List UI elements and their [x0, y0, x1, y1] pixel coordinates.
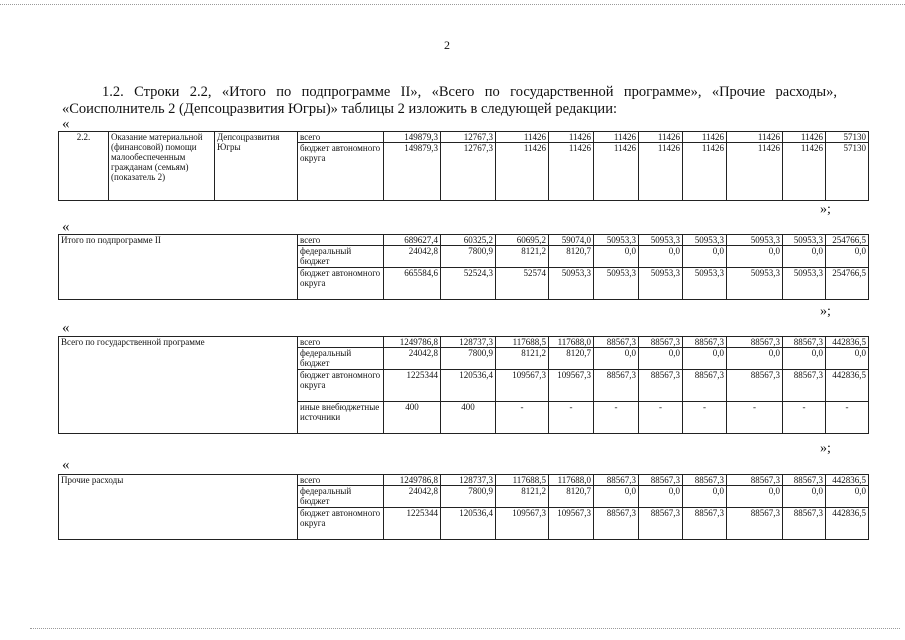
- open-quote: «: [62, 320, 70, 336]
- value-cell: 12767,3: [441, 132, 496, 143]
- value-cell: 50953,3: [727, 235, 783, 246]
- value-cell: 109567,3: [496, 370, 549, 402]
- value-cell: 88567,3: [639, 370, 683, 402]
- close-quote: »;: [820, 441, 831, 456]
- funding-source: бюджет автономного округа: [298, 370, 384, 402]
- value-cell: 128737,3: [441, 475, 496, 486]
- value-cell: 0,0: [727, 486, 783, 508]
- value-cell: 8120,7: [549, 348, 594, 370]
- value-cell: 0,0: [826, 486, 869, 508]
- table-program-total: [58, 336, 869, 434]
- value-cell: 117688,5: [496, 475, 549, 486]
- row-label: Итого по подпрограмме II: [59, 235, 298, 300]
- value-cell: 120536,4: [441, 508, 496, 540]
- value-cell: 400: [441, 402, 496, 434]
- table-subprogram-total: [58, 234, 869, 300]
- value-cell: 50953,3: [549, 268, 594, 300]
- value-cell: 24042,8: [384, 348, 441, 370]
- value-cell: 8121,2: [496, 486, 549, 508]
- value-cell: 88567,3: [639, 508, 683, 540]
- value-cell: 149879,3: [384, 143, 441, 201]
- open-quote: «: [62, 457, 70, 473]
- value-cell: -: [727, 402, 783, 434]
- value-cell: 109567,3: [549, 508, 594, 540]
- funding-source: всего: [298, 235, 384, 246]
- value-cell: 88567,3: [727, 475, 783, 486]
- value-cell: 0,0: [683, 348, 727, 370]
- value-cell: 50953,3: [783, 268, 826, 300]
- value-cell: 0,0: [727, 348, 783, 370]
- value-cell: 88567,3: [727, 508, 783, 540]
- value-cell: 8120,7: [549, 246, 594, 268]
- value-cell: 88567,3: [683, 508, 727, 540]
- value-cell: 11426: [683, 143, 727, 201]
- value-cell: 0,0: [639, 348, 683, 370]
- value-cell: 50953,3: [727, 268, 783, 300]
- value-cell: 0,0: [783, 246, 826, 268]
- value-cell: 50953,3: [683, 268, 727, 300]
- value-cell: 11426: [727, 143, 783, 201]
- value-cell: 0,0: [683, 246, 727, 268]
- row-number: 2.2.: [59, 132, 109, 201]
- value-cell: -: [683, 402, 727, 434]
- value-cell: 50953,3: [783, 235, 826, 246]
- value-cell: 88567,3: [727, 370, 783, 402]
- funding-source: федеральный бюджет: [298, 348, 384, 370]
- value-cell: 0,0: [594, 246, 639, 268]
- value-cell: -: [783, 402, 826, 434]
- table-row-2-2: [58, 131, 869, 201]
- value-cell: 0,0: [783, 348, 826, 370]
- value-cell: 7800,9: [441, 348, 496, 370]
- value-cell: 442836,5: [826, 508, 869, 540]
- close-quote: »;: [820, 202, 831, 217]
- table-row: [59, 475, 869, 486]
- value-cell: 442836,5: [826, 337, 869, 348]
- value-cell: 11426: [594, 143, 639, 201]
- value-cell: 109567,3: [549, 370, 594, 402]
- table-row: [59, 132, 869, 143]
- value-cell: 88567,3: [594, 475, 639, 486]
- value-cell: 0,0: [683, 486, 727, 508]
- value-cell: 400: [384, 402, 441, 434]
- open-quote: «: [62, 219, 70, 235]
- value-cell: 88567,3: [683, 370, 727, 402]
- value-cell: 57130: [826, 143, 869, 201]
- value-cell: 11426: [783, 132, 826, 143]
- value-cell: 120536,4: [441, 370, 496, 402]
- value-cell: 117688,0: [549, 337, 594, 348]
- value-cell: 8121,2: [496, 246, 549, 268]
- value-cell: 88567,3: [783, 337, 826, 348]
- funding-source: всего: [298, 132, 384, 143]
- value-cell: 109567,3: [496, 508, 549, 540]
- value-cell: 117688,0: [549, 475, 594, 486]
- value-cell: 50953,3: [639, 235, 683, 246]
- value-cell: 24042,8: [384, 486, 441, 508]
- value-cell: 11426: [727, 132, 783, 143]
- value-cell: 0,0: [639, 246, 683, 268]
- value-cell: 11426: [639, 132, 683, 143]
- value-cell: 1225344: [384, 508, 441, 540]
- funding-source: иные внебюджетные источники: [298, 402, 384, 434]
- value-cell: 0,0: [639, 486, 683, 508]
- value-cell: 88567,3: [594, 508, 639, 540]
- value-cell: -: [496, 402, 549, 434]
- value-cell: 59074,0: [549, 235, 594, 246]
- value-cell: 11426: [496, 132, 549, 143]
- value-cell: 60695,2: [496, 235, 549, 246]
- executor: Депсоцразвития Югры: [215, 132, 298, 201]
- value-cell: -: [549, 402, 594, 434]
- value-cell: 24042,8: [384, 246, 441, 268]
- value-cell: 88567,3: [727, 337, 783, 348]
- value-cell: 52574: [496, 268, 549, 300]
- value-cell: 8120,7: [549, 486, 594, 508]
- value-cell: 7800,9: [441, 486, 496, 508]
- value-cell: 0,0: [783, 486, 826, 508]
- value-cell: 8121,2: [496, 348, 549, 370]
- measure-name: Оказание материальной (финансовой) помощи малообеспеченным гражданам (семьям) (показатель 2): [109, 132, 215, 201]
- intro-paragraph: 1.2. Строки 2.2, «Итого по подпрограмме II», «Всего по государственной программе», «Прочие расходы», «Соисполнитель 2 (Депсоцразвития Югры)» таблицы 2 изложить в следующей редакции:: [62, 84, 837, 117]
- row-label: Всего по государственной программе: [59, 337, 298, 434]
- value-cell: 1225344: [384, 370, 441, 402]
- funding-source: всего: [298, 337, 384, 348]
- funding-source: бюджет автономного округа: [298, 268, 384, 300]
- value-cell: 442836,5: [826, 370, 869, 402]
- value-cell: 254766,5: [826, 268, 869, 300]
- value-cell: 11426: [549, 143, 594, 201]
- table-other-expenses: [58, 474, 869, 540]
- value-cell: 88567,3: [594, 370, 639, 402]
- value-cell: 665584,6: [384, 268, 441, 300]
- funding-source: федеральный бюджет: [298, 486, 384, 508]
- value-cell: 88567,3: [683, 337, 727, 348]
- row-label: Прочие расходы: [59, 475, 298, 540]
- value-cell: 117688,5: [496, 337, 549, 348]
- value-cell: 689627,4: [384, 235, 441, 246]
- scan-edge-bottom: [30, 628, 900, 629]
- page-number: 2: [444, 38, 450, 52]
- value-cell: 50953,3: [594, 235, 639, 246]
- value-cell: 88567,3: [783, 508, 826, 540]
- value-cell: 1249786,8: [384, 337, 441, 348]
- value-cell: 11426: [496, 143, 549, 201]
- value-cell: 60325,2: [441, 235, 496, 246]
- value-cell: 57130: [826, 132, 869, 143]
- funding-source: бюджет автономного округа: [298, 143, 384, 201]
- value-cell: 88567,3: [639, 337, 683, 348]
- close-quote: »;: [820, 304, 831, 319]
- value-cell: 1249786,8: [384, 475, 441, 486]
- value-cell: -: [594, 402, 639, 434]
- value-cell: 88567,3: [783, 370, 826, 402]
- value-cell: -: [639, 402, 683, 434]
- funding-source: бюджет автономного округа: [298, 508, 384, 540]
- value-cell: 11426: [639, 143, 683, 201]
- value-cell: 0,0: [826, 348, 869, 370]
- value-cell: 88567,3: [639, 475, 683, 486]
- scan-edge-top: [0, 4, 905, 5]
- value-cell: 149879,3: [384, 132, 441, 143]
- value-cell: 11426: [594, 132, 639, 143]
- funding-source: федеральный бюджет: [298, 246, 384, 268]
- value-cell: 50953,3: [639, 268, 683, 300]
- value-cell: 0,0: [826, 246, 869, 268]
- value-cell: 52524,3: [441, 268, 496, 300]
- value-cell: 88567,3: [683, 475, 727, 486]
- value-cell: 128737,3: [441, 337, 496, 348]
- value-cell: 50953,3: [683, 235, 727, 246]
- value-cell: 88567,3: [594, 337, 639, 348]
- value-cell: 12767,3: [441, 143, 496, 201]
- value-cell: 11426: [549, 132, 594, 143]
- value-cell: 0,0: [594, 486, 639, 508]
- value-cell: 442836,5: [826, 475, 869, 486]
- value-cell: 254766,5: [826, 235, 869, 246]
- table-row: [59, 235, 869, 246]
- value-cell: -: [826, 402, 869, 434]
- value-cell: 0,0: [594, 348, 639, 370]
- value-cell: 7800,9: [441, 246, 496, 268]
- value-cell: 88567,3: [783, 475, 826, 486]
- value-cell: 11426: [783, 143, 826, 201]
- value-cell: 50953,3: [594, 268, 639, 300]
- open-quote: «: [62, 116, 70, 132]
- value-cell: 11426: [683, 132, 727, 143]
- funding-source: всего: [298, 475, 384, 486]
- value-cell: 0,0: [727, 246, 783, 268]
- table-row: [59, 337, 869, 348]
